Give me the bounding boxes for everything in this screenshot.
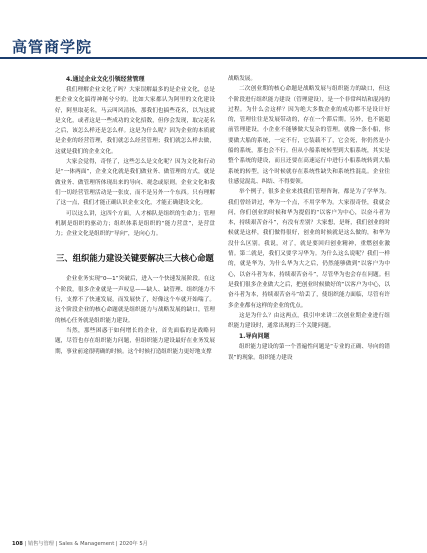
journal-name: 销售与管理 (27, 541, 54, 547)
subheading-1: 1.导向问题 (239, 333, 270, 341)
paragraph: 举个例子，很多企业来找我们管理咨询，都是为了学华为。我们曾经讲过，华为一个点，不用学华为。大家很奇怪，我就会问，你们创业的时候和华为提倡的“以客户为中心，以奋斗者为本，持续艰苦奋斗”，有没有差别？大家想，是呀，我们创业的时候就是这样，我们做得很好，创业的时候就是这么做的，和华为没什么区别。我说，对了，就是要回归创业精神，重燃创业激情。第二就是，我们又要学习华为。为什么这么说呢？我们一样的，就是华为，为什么华为大之后，仍然能够做到“以客户为中心，以奋斗者为本，持续艰苦奋斗”，尽管华为也会存在问题。但是我们很多企业做大之后，把创业时候做好的“以客户为中心，以奋斗者为本，持续艰苦奋斗”给丢了，使组织能力面临，尽管有许多企业都有这样的企业的优点。 (228, 189, 390, 309)
subheading-4: 4.通过企业文化引领经营管理 (66, 76, 145, 83)
paragraph: 企业业务实现“0—1”突破后，进入一个快速发展阶段。在这个阶段，很多企业就是一声叹息——缺人、缺管理、组织能力不行，支撑不了快速发展，而发展快了，好像这个车就开始喘了。这个阶段企业的核心命题就是组织能力与战略发展的缺口，管理的核心任务就是组织能力建设。 (55, 276, 215, 324)
page-number: 108 (12, 541, 23, 547)
footer-separator: | (24, 541, 28, 547)
paragraph: 战略发展。 (228, 76, 256, 82)
section-heading: 三、组织能力建设关键要解决三大核心命题 (56, 253, 214, 264)
paragraph: 我们理解企业文化了吗？大家误解最多的是企业文化，总是把企业文化搞得神秘兮兮的。比如大家都认为阿里的文化建设好，阿里取花名，马云叫风清扬，那我们也搞些花名，以为这就是文化，或者这是一些成功的文化招数，但你会发现，取完花名之后，该怎么样还是怎么样。这是为什么呢？因为企业的本质就是企业的经营管理，我们就怎么经营管理；我们就怎么样去做，这就是我们的企业文化。 (55, 87, 215, 155)
paragraph: 可以这么讲，这四个方面，人才梯队是组织的生命力；管理机制是组织的驱动力；组织体系是组织的“能力营盘”，是营盘力；企业文化是组织的“导向”，是向心力。 (55, 210, 215, 238)
journal-name-en: Sales & Management (58, 541, 115, 547)
header-divider (0, 57, 427, 59)
footer-separator: | (55, 541, 59, 547)
section-title: 高管商学院 (12, 38, 93, 56)
right-column (228, 74, 390, 363)
paragraph: 组织能力建设的第一个普遍性问题是“专业的正确、导向的错误”的现象。组织能力建设 (228, 344, 390, 361)
footer-separator: | (115, 541, 120, 547)
paragraph: 当然，那些困惑于如何增长的企业，首先面临的是战略问题，尽管也存在组织能力问题，但组织能力建设最好在业务发展期，事业前途很明确的时候。这个时候打造组织能力更好地支撑 (55, 327, 215, 355)
paragraph: 大家会觉得，奇怪了，这些怎么是文化呢？因为文化和行动是“一体两面”，企业文化就是我们做业务、做管理的方式，就是做业务、做管理所体现出来的导向、观念或原则。企业文化和我们一切经营管理活动是一张皮，而不是另外一个东西。只有理解了这一点，我们才能正确认识企业文化，才能正确建设文化。 (55, 159, 215, 207)
paragraph: 二次创业期的核心命题是战略发展与组织能力的缺口，但这个阶段进行组织能力建设（管理建设），是一个非常纠结和混沌的过程。为什么会这样？因为绝大多数企业的成功都不是设计好的，管理往往是发展带动的，存在一个滞后期。另外，也不能超前管理建设，小企业不能够做大复杂的管理。就像一条小船，你要做大船的系统，一定不行，它装载不了，它会死，你仍然是小船的系统，那也会不行。但从小船系统转型到大船系统，其实是整个系统的建设，而且还要在高速运行中进行小船系统转到大船系统的转型，这个时候就存在系统性缺失和系统性混乱。企业往往感觉混乱、纠结、不得要领。 (228, 86, 390, 185)
left-column (55, 74, 215, 357)
issue-date: 2020年 5月 (119, 541, 148, 547)
page-header (0, 0, 427, 60)
page-footer (12, 540, 148, 547)
paragraph: 这是为什么？由这两点，我引申来讲二次创业期企业进行组织能力建设时，通常出现的三个关键问题。 (228, 312, 390, 330)
